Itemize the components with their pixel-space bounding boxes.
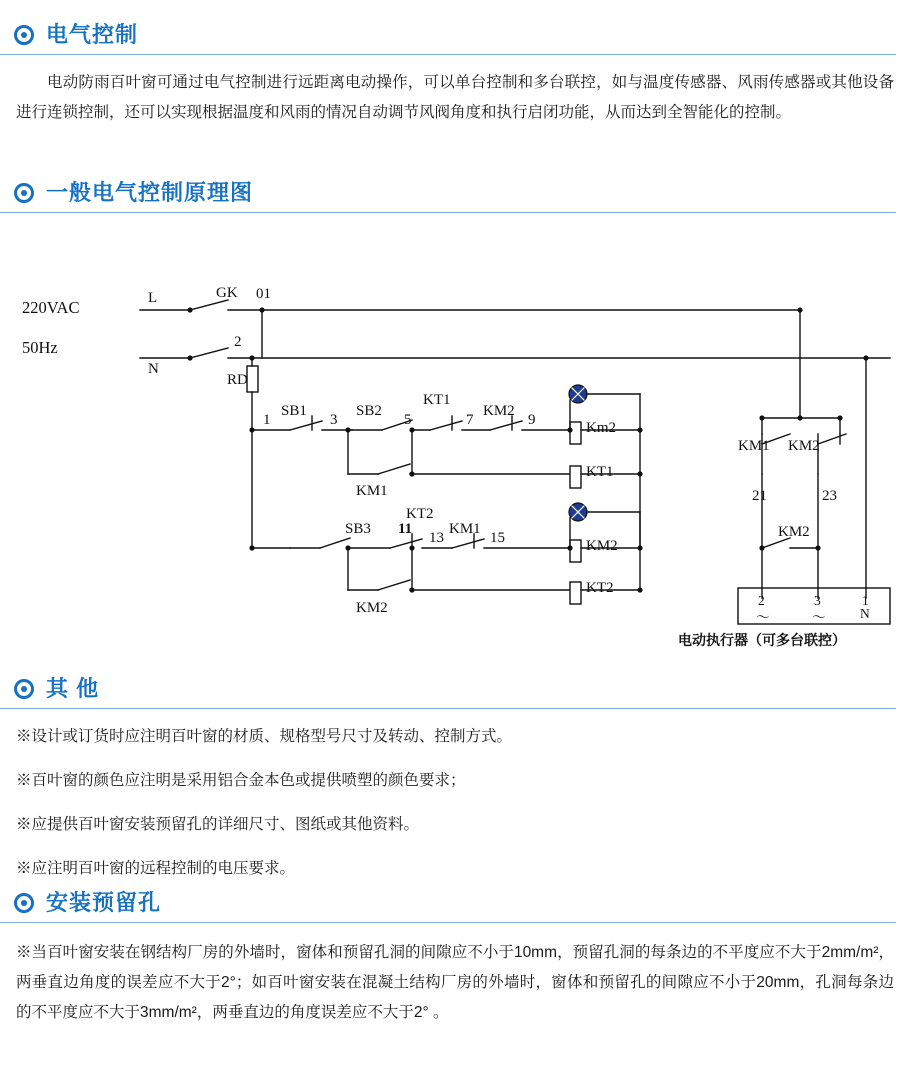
label-btn-sb2: SB2 xyxy=(356,403,382,419)
section-electrical-control xyxy=(0,18,910,128)
bullet-circle-icon xyxy=(14,25,34,45)
schematic-svg xyxy=(0,248,910,668)
label-terminal-2-sym: ～ xyxy=(756,610,770,625)
label-contact-km2: KM2 xyxy=(483,403,515,419)
heading-underline xyxy=(0,54,896,55)
label-node-3: 3 xyxy=(330,412,338,428)
other-item: ※应注明百叶窗的远程控制的电压要求。 xyxy=(16,860,296,877)
heading-electrical-control xyxy=(14,18,896,52)
label-node-23: 23 xyxy=(822,488,837,504)
section-reserved-hole xyxy=(0,886,910,1028)
label-actuator-caption: 电动执行器（可多台联控） xyxy=(678,632,846,648)
bullet-circle-icon xyxy=(14,893,34,913)
label-terminal-3-sym: ～ xyxy=(812,610,826,625)
heading-other xyxy=(14,672,896,706)
label-coil-kt2: KT2 xyxy=(586,580,614,596)
label-node-2-main: 2 xyxy=(234,334,242,350)
reserved-hole-body xyxy=(0,938,910,1028)
section-schematic xyxy=(0,176,910,210)
heading-text: 电气控制 xyxy=(46,22,139,47)
other-item: ※百叶窗的颜色应注明是采用铝合金本色或提供喷塑的颜色要求； xyxy=(16,772,466,789)
label-btn-sb3: SB3 xyxy=(345,521,371,537)
label-frequency: 50Hz xyxy=(22,338,58,357)
heading-text: 其 他 xyxy=(46,676,100,701)
label-main-km2: KM2 xyxy=(788,438,820,454)
label-node-01: 01 xyxy=(256,286,271,302)
other-body xyxy=(0,722,910,884)
label-fuse-rd: RD xyxy=(227,372,248,388)
other-item: ※应提供百叶窗安装预留孔的详细尺寸、图纸或其他资料。 xyxy=(16,816,420,833)
heading-underline xyxy=(0,922,896,923)
label-node-15: 15 xyxy=(490,530,505,546)
heading-text: 安装预留孔 xyxy=(46,890,162,915)
schematic-diagram xyxy=(0,248,910,668)
heading-reserved-hole xyxy=(14,886,896,920)
label-node-13: 13 xyxy=(429,530,444,546)
heading-electrical-control-wrap xyxy=(0,18,896,52)
label-line-n: N xyxy=(148,361,159,377)
label-mid-km2: KM2 xyxy=(778,524,810,540)
label-btn-sb1: SB1 xyxy=(281,403,307,419)
label-coil-km2-upper: Km2 xyxy=(586,420,616,436)
heading-reserved-hole-wrap xyxy=(0,886,896,920)
label-terminal-3: 3 xyxy=(814,593,821,608)
label-contact-km1: KM1 xyxy=(449,521,481,537)
label-relay-kt2: KT2 xyxy=(406,506,434,522)
label-switch-gk: GK xyxy=(216,285,238,301)
label-node-9: 9 xyxy=(528,412,536,428)
label-node-1: 1 xyxy=(263,412,271,428)
heading-underline xyxy=(0,212,896,213)
heading-text: 一般电气控制原理图 xyxy=(46,180,254,205)
bullet-circle-icon xyxy=(14,679,34,699)
label-line-l: L xyxy=(148,290,158,306)
label-terminal-n: N xyxy=(860,606,870,621)
label-voltage: 220VAC xyxy=(22,298,80,317)
electrical-control-body xyxy=(0,68,910,128)
label-aux-km1: KM1 xyxy=(356,483,388,499)
heading-schematic xyxy=(14,176,896,210)
label-aux-km2: KM2 xyxy=(356,600,388,616)
electrical-control-paragraph: 电动防雨百叶窗可通过电气控制进行远距离电动操作，可以单台控制和多台联控，如与温度传感器、风雨传感器或其他设备进行连锁控制，还可以实现根据温度和风雨的情况自动调节风阀角度和执行启闭功能，从而达到全智能化的控制。 xyxy=(16,74,894,121)
label-main-km1: KM1 xyxy=(738,438,770,454)
label-node-21: 21 xyxy=(752,488,767,504)
other-item: ※设计或订货时应注明百叶窗的材质、规格型号尺寸及转动、控制方式。 xyxy=(16,728,513,745)
reserved-hole-paragraph: ※当百叶窗安装在钢结构厂房的外墙时，窗体和预留孔洞的间隙应不小于10mm，预留孔洞的每条边的不平度应不大于2mm/m²，两垂直边角度的误差应不大于2°；如百叶窗安装在混凝土结构厂房的外墙时，窗体和预留孔的间隙应不小于20mm，孔洞每条边的不平度应不大于3mm/m²，两垂直边的角度误差应不大于2° 。 xyxy=(16,944,894,1021)
label-node-5: 5 xyxy=(404,412,412,428)
label-relay-kt1: KT1 xyxy=(423,392,451,408)
label-terminal-1: 1 xyxy=(862,593,869,608)
heading-schematic-wrap xyxy=(0,176,896,210)
bullet-circle-icon xyxy=(14,183,34,203)
label-node-7: 7 xyxy=(466,412,474,428)
label-coil-kt1: KT1 xyxy=(586,464,614,480)
label-coil-km2-lower: KM2 xyxy=(586,538,618,554)
heading-underline xyxy=(0,708,896,709)
label-terminal-2: 2 xyxy=(758,593,765,608)
section-other xyxy=(0,672,910,898)
label-node-11: 11 xyxy=(398,521,413,537)
heading-other-wrap xyxy=(0,672,896,706)
